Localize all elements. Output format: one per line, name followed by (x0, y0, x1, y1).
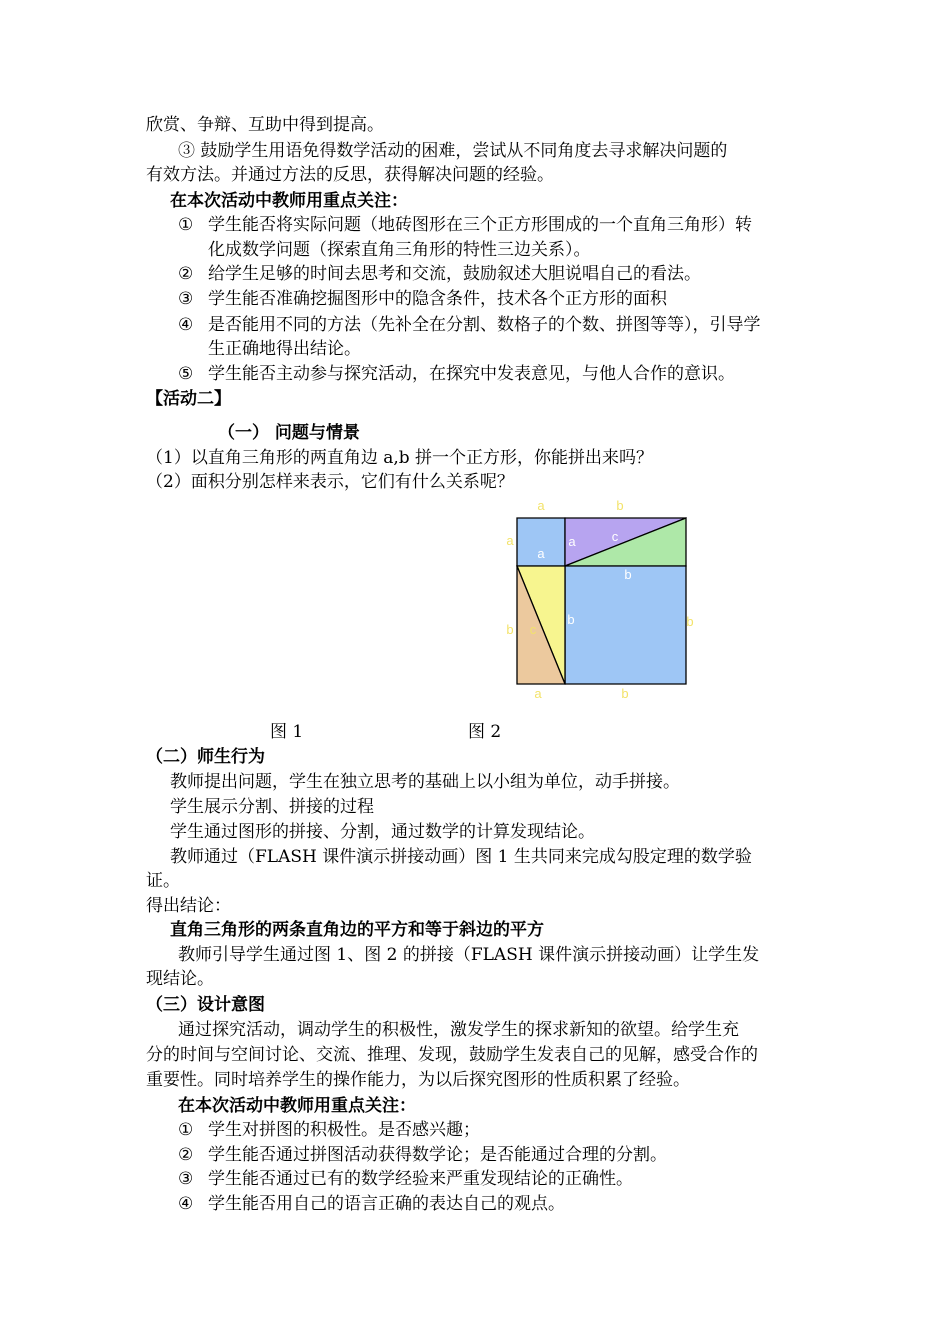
label-c: c (611, 529, 619, 544)
text-line: 学生通过图形的拼接、分割，通过数学的计算发现结论。 (170, 822, 595, 842)
label-b: b (567, 612, 575, 627)
activity-title: 【活动二】 (146, 389, 231, 409)
list-item: ① 学生对拼图的积极性。是否感兴趣； (178, 1120, 480, 1140)
question: （2）面积分别怎样来表示，它们有什么关系呢？ (146, 472, 514, 492)
section-title: （一） 问题与情景 (218, 423, 360, 443)
label-b: b (686, 614, 694, 629)
text-line: 现结论。 (146, 969, 214, 989)
text-line: 分的时间与空间讨论、交流、推理、发现，鼓励学生发表自己的见解，感受合作的 (146, 1045, 758, 1065)
list-item: ③ 学生能否通过已有的数学经验来严重发现结论的正确性。 (178, 1169, 633, 1189)
text-line: 证。 (146, 871, 180, 891)
label-b: b (506, 622, 514, 637)
focus-heading: 在本次活动中教师用重点关注： (170, 191, 408, 211)
list-item: ① 学生能否将实际问题（地砖图形在三个正方形围成的一个直角三角形）转 (178, 215, 752, 235)
question: （1）以直角三角形的两直角边 a,b 拼一个正方形，你能拼出来吗？ (146, 448, 654, 468)
text-line: 重要性。同时培养学生的操作能力，为以后探究图形的性质积累了经验。 (146, 1070, 690, 1090)
label-a: a (537, 546, 545, 561)
section-title: （三）设计意图 (146, 995, 265, 1015)
text-line: 欣赏、争辩、互助中得到提高。 (146, 115, 384, 135)
label-c: c (529, 622, 537, 637)
list-item: ③ 学生能否准确挖掘图形中的隐含条件，技术各个正方形的面积 (178, 289, 667, 309)
conclusion-label: 得出结论： (146, 896, 231, 916)
text-line: 通过探究活动，调动学生的积极性，激发学生的探求新知的欲望。给学生充 (178, 1020, 739, 1040)
text-line: 学生展示分割、拼接的过程 (170, 797, 374, 817)
label-a: a (506, 533, 514, 548)
list-item: ② 给学生足够的时间去思考和交流，鼓励叙述大胆说唱自己的看法。 (178, 264, 701, 284)
list-item: ④ 学生能否用自己的语言正确的表达自己的观点。 (178, 1194, 565, 1214)
figure-caption-1: 图 1 (270, 722, 304, 742)
label-a: a (534, 686, 542, 701)
text-line: 教师通过（FLASH 课件演示拼接动画）图 1 生共同来完成勾股定理的数学验 (170, 847, 752, 867)
list-item: ⑤ 学生能否主动参与探究活动，在探究中发表意见，与他人合作的意识。 (178, 364, 735, 384)
text-line: 教师引导学生通过图 1、图 2 的拼接（FLASH 课件演示拼接动画）让学生发 (178, 945, 760, 965)
focus-heading: 在本次活动中教师用重点关注： (178, 1096, 416, 1116)
list-item: ② 学生能否通过拼图活动获得数学论；是否能通过合理的分割。 (178, 1145, 667, 1165)
list-item-cont: 生正确地得出结论。 (208, 339, 361, 359)
list-item-cont: 化成数学问题（探索直角三角形的特性三边关系）。 (208, 240, 591, 260)
label-a: a (568, 534, 576, 549)
label-b: b (621, 686, 629, 701)
section-title: （二）师生行为 (146, 747, 265, 767)
list-item: ④ 是否能用不同的方法（先补全在分割、数格子的个数、拼图等等），引导学 (178, 315, 761, 335)
text-line: 有效方法。并通过方法的反思，获得解决问题的经验。 (146, 165, 554, 185)
conclusion: 直角三角形的两条直角边的平方和等于斜边的平方 (170, 920, 544, 940)
text-line: ③ 鼓励学生用语免得数学活动的困难，尝试从不同角度去寻求解决问题的 (178, 141, 728, 161)
figure-caption-2: 图 2 (468, 722, 502, 742)
text-line: 教师提出问题，学生在独立思考的基础上以小组为单位，动手拼接。 (170, 772, 680, 792)
label-a: a (537, 498, 545, 513)
label-b: b (624, 567, 632, 582)
large-square-b (565, 566, 686, 684)
pythagoras-figure (495, 495, 710, 710)
label-b: b (616, 498, 624, 513)
